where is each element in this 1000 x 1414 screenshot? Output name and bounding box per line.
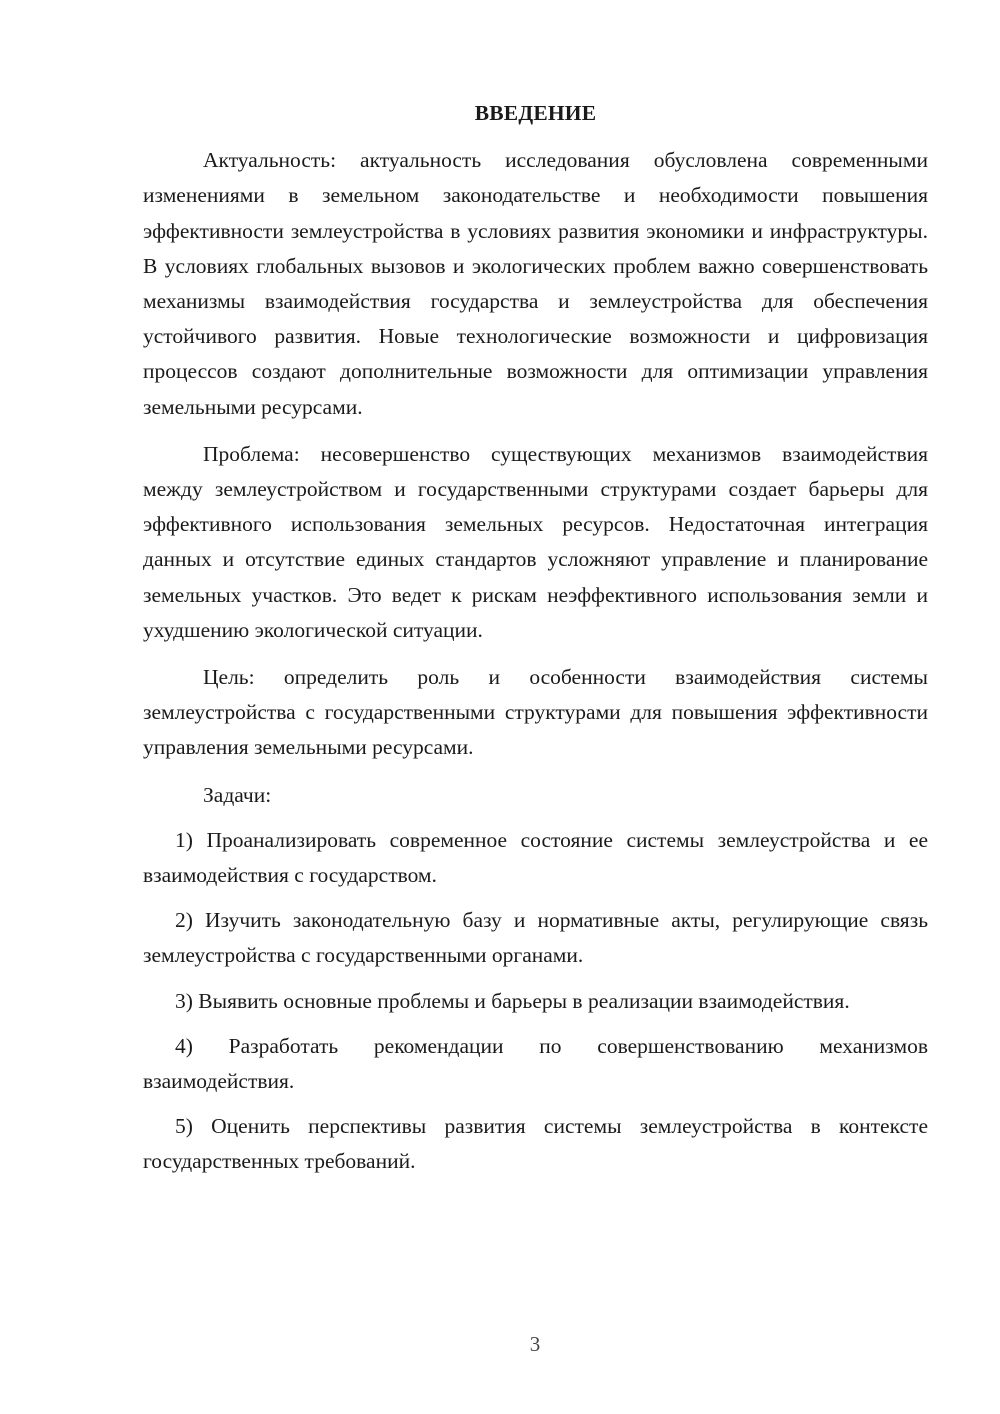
paragraph-problem: Проблема: несовершенство существующих механизмов взаимодействия между землеустройством и государственными структурами создает барьеры для эффективного использования земельных ресурсов. Недостаточная интеграция данных и отсутствие единых стандартов усложняют управление и планирование земельных участков. Это ведет к рискам неэффективного использования земли и ухудшению экологической ситуации. [143, 441, 928, 642]
paragraph-goal: Цель: определить роль и особенности взаимодействия системы землеустройства с государственными структурами для повышения эффективности управления земельными ресурсами. [143, 665, 928, 760]
page-title: ВВЕДЕНИЕ [474, 101, 597, 125]
tasks-heading: Задачи: [203, 782, 272, 807]
task-item-4: 4) Разработать рекомендации по совершенствованию механизмов взаимодействия. [143, 1033, 928, 1094]
task-item-5: 5) Оценить перспективы развития системы землеустройства в контексте государственных требований. [143, 1114, 928, 1174]
task-item-3: 3) Выявить основные проблемы и барьеры в реализации взаимодействия. [175, 988, 850, 1013]
page-content [143, 96, 928, 1190]
page-number: 3 [529, 1332, 541, 1356]
paragraph-relevance: Актуальность: актуальность исследования обусловлена современными изменениями в земельном законодательстве и необходимости повышения эффективности землеустройства в условиях развития экономики и инфраструктуры. В условиях глобальных вызовов и экологических проблем важно совершенствовать механизмы взаимодействия государства и землеустройства для обеспечения устойчивого развития. Новые технологические возможности и цифровизация процессов создают дополнительные возможности для оптимизации управления земельными ресурсами. [143, 148, 928, 419]
task-item-2: 2) Изучить законодательную базу и нормативные акты, регулирующие связь землеустройства с государственными органами. [143, 908, 928, 968]
task-item-1: 1) Проанализировать современное состояние системы землеустройства и ее взаимодействия с государством. [143, 827, 928, 888]
